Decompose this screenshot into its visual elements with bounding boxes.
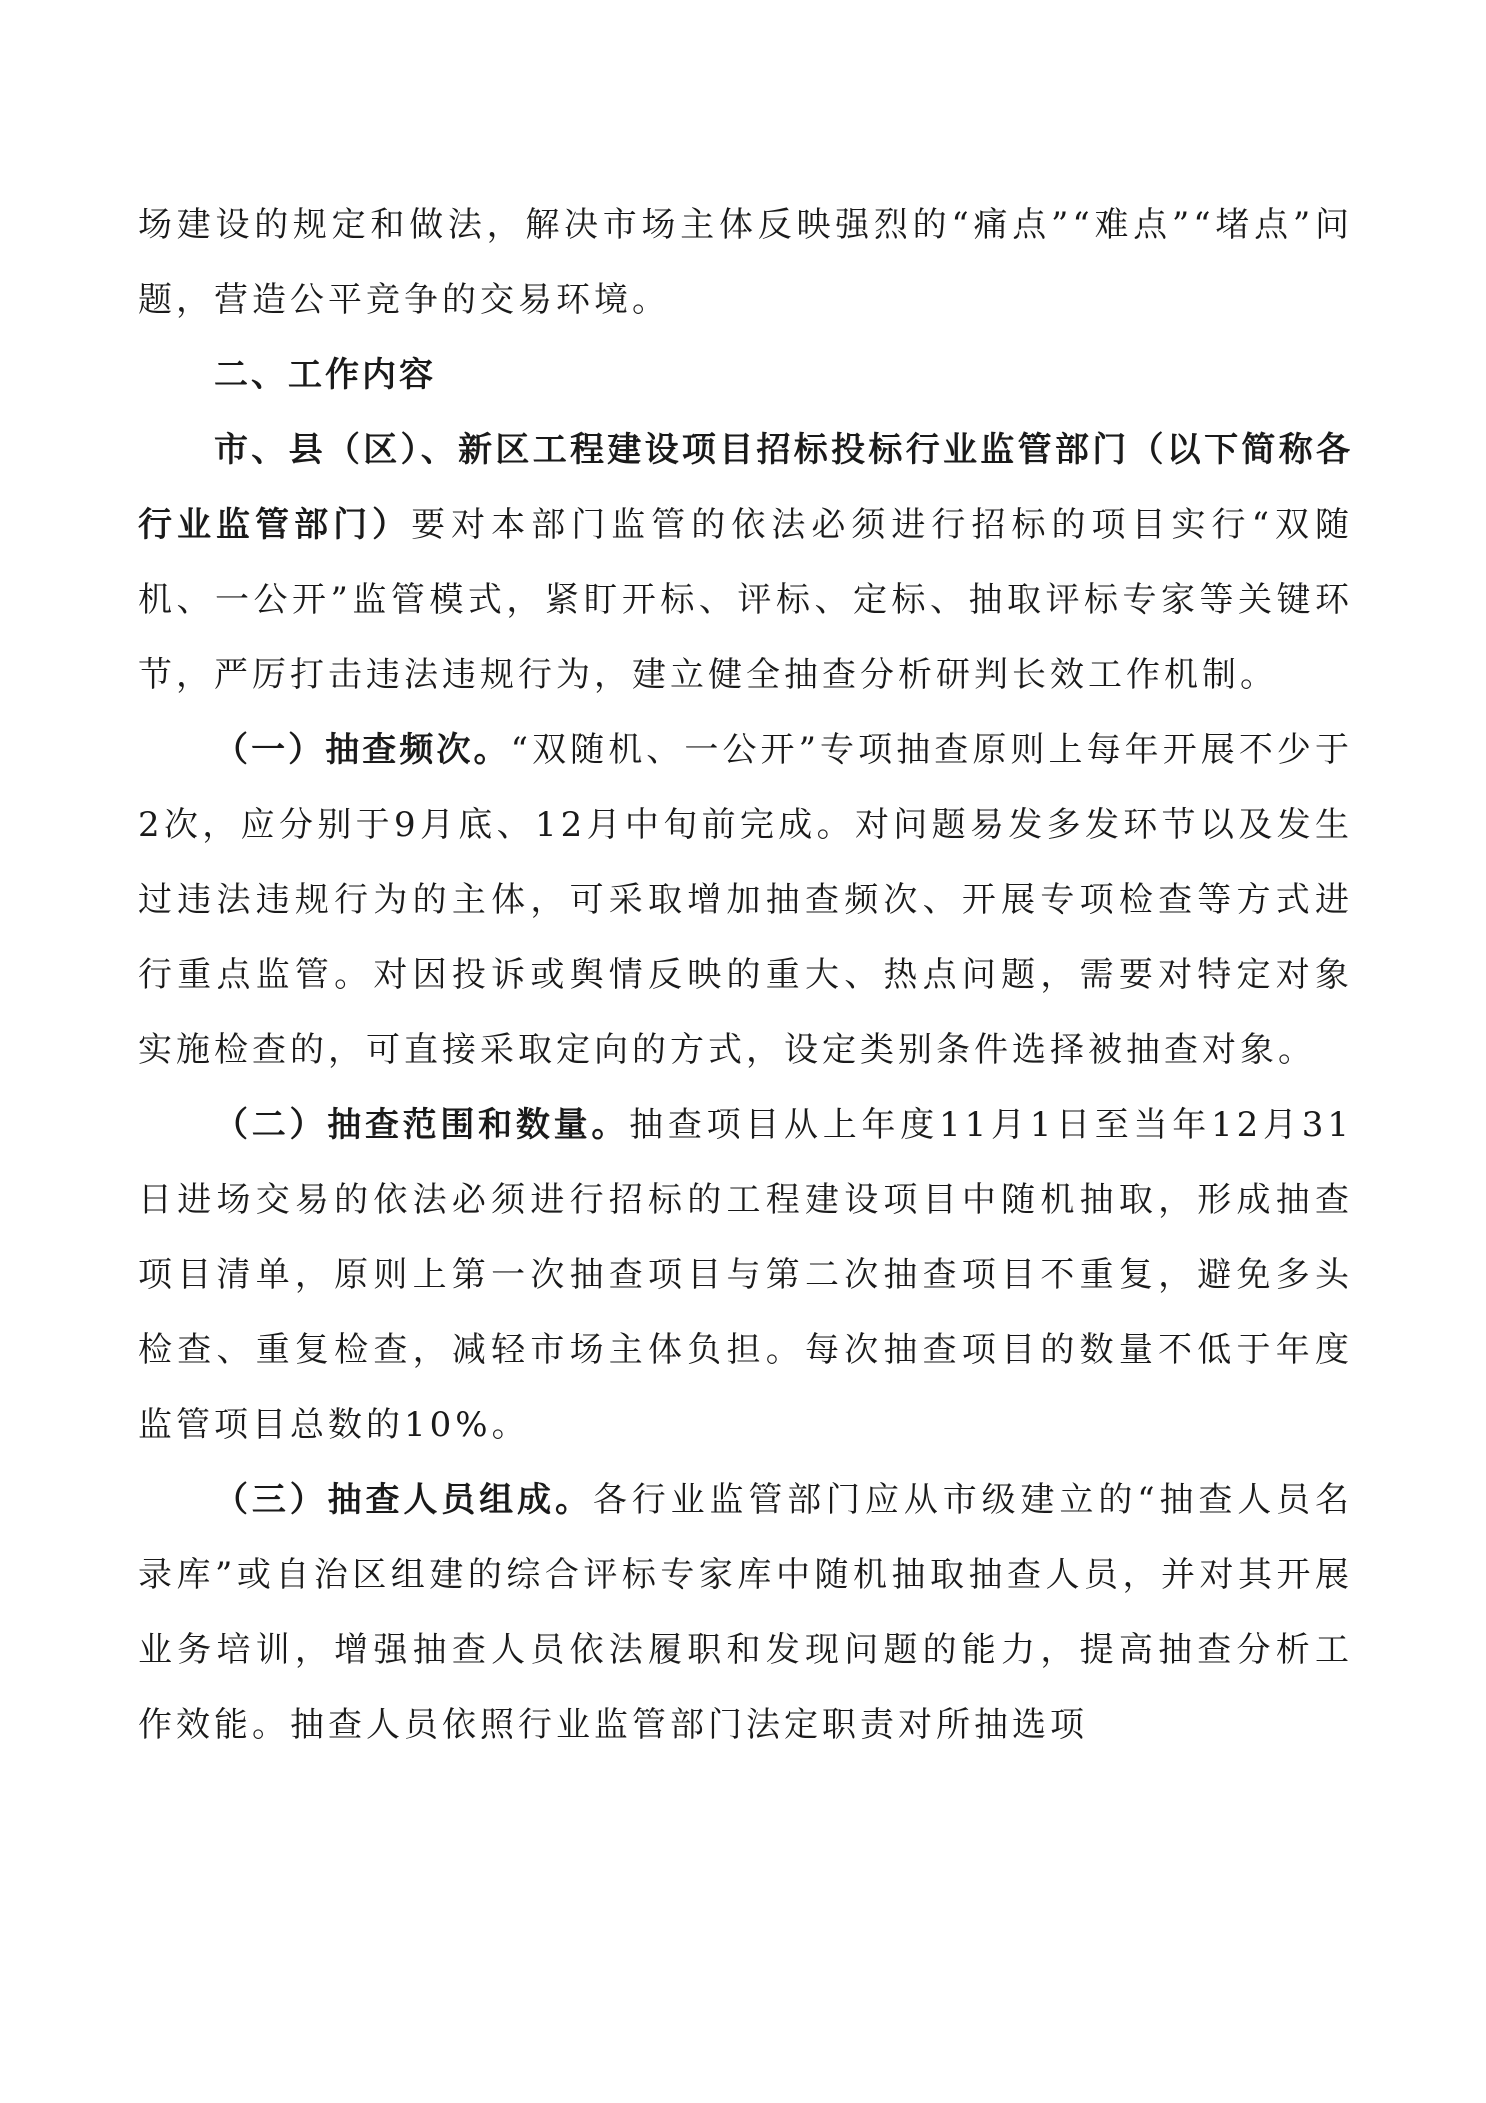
document-body bbox=[138, 188, 1353, 1763]
paragraph-continuation bbox=[138, 188, 1353, 338]
paragraph-personnel bbox=[138, 1463, 1353, 1763]
paragraph-text: “双随机、一公开”专项抽查原则上每年开展不少于2次，应分别于9月底、12月中旬前完成。对问题易发多发环节以及发生过违法违规行为的主体，可采取增加抽查频次、开展专项检查等方式进行重点监管。对因投诉或舆情反映的重大、热点问题，需要对特定对象实施检查的，可直接采取定向的方式，设定类别条件选择被抽查对象。 bbox=[138, 730, 1354, 1070]
section-heading-text: 二、工作内容 bbox=[214, 355, 436, 395]
paragraph-lead-bold: 市、县（区）、新区工程建设项目招标投标行业监管部门（以下简称各行业监管部门） bbox=[138, 430, 1353, 545]
paragraph-work-content bbox=[138, 413, 1353, 713]
paragraph-lead-bold: （三）抽查人员组成。 bbox=[214, 1480, 593, 1520]
paragraph-lead-bold: （二）抽查范围和数量。 bbox=[214, 1105, 630, 1145]
paragraph-text: 各行业监管部门应从市级建立的“抽查人员名录库”或自治区组建的综合评标专家库中随机抽取抽查人员，并对其开展业务培训，增强抽查人员依法履职和发现问题的能力，提高抽查分析工作效能。抽查人员依照行业监管部门法定职责对所抽选项 bbox=[138, 1480, 1354, 1745]
paragraph-text: 要对本部门监管的依法必须进行招标的项目实行“双随机、一公开”监管模式，紧盯开标、评标、定标、抽取评标专家等关键环节，严厉打击违法违规行为，建立健全抽查分析研判长效工作机制。 bbox=[138, 505, 1354, 695]
section-heading bbox=[138, 338, 1353, 413]
paragraph-text: 场建设的规定和做法，解决市场主体反映强烈的“痛点”“难点”“堵点”问题，营造公平竞争的交易环境。 bbox=[138, 205, 1353, 320]
paragraph-text: 抽查项目从上年度11月1日至当年12月31日进场交易的依法必须进行招标的工程建设项目中随机抽取，形成抽查项目清单，原则上第一次抽查项目与第二次抽查项目不重复，避免多头检查、重复检查，减轻市场主体负担。每次抽查项目的数量不低于年度监管项目总数的10%。 bbox=[138, 1105, 1354, 1445]
paragraph-frequency bbox=[138, 713, 1353, 1088]
paragraph-scope bbox=[138, 1088, 1353, 1463]
paragraph-lead-bold: （一）抽查频次。 bbox=[214, 730, 511, 770]
